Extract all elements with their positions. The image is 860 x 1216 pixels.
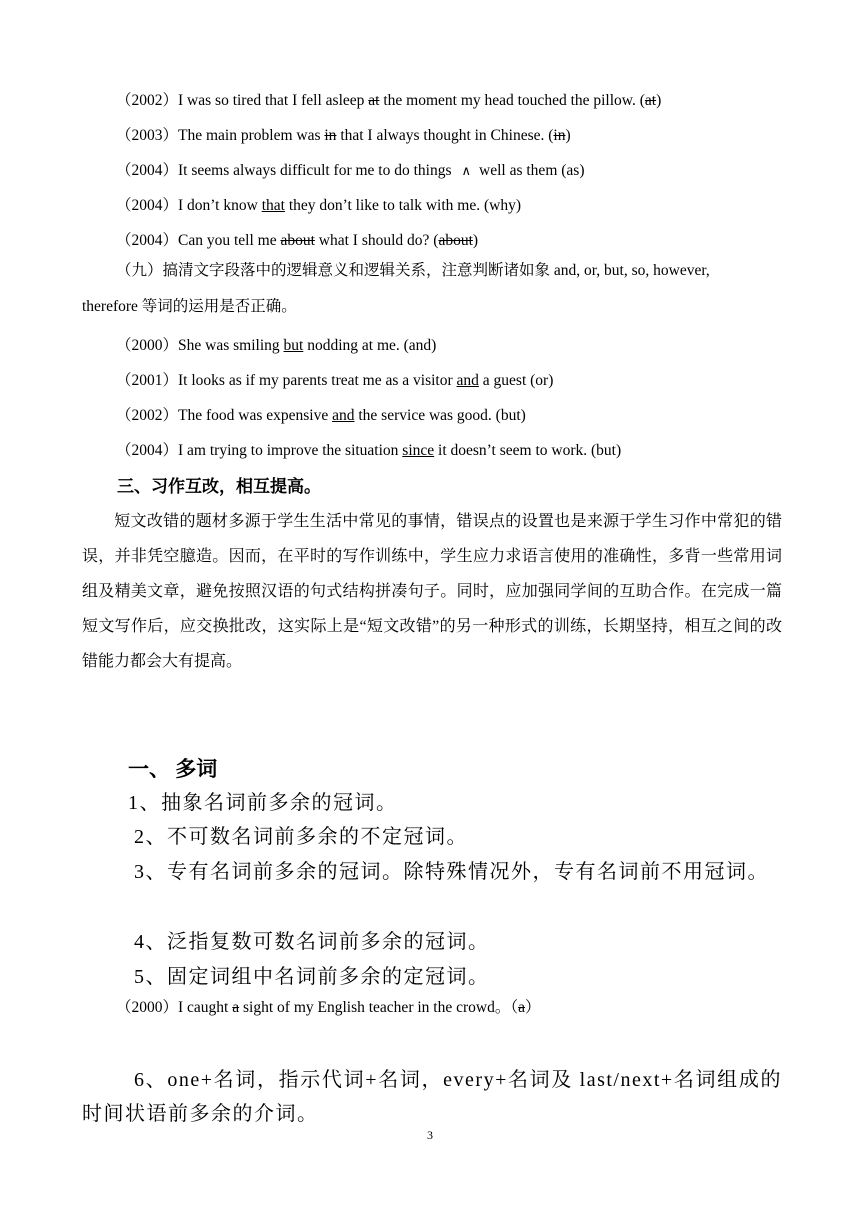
text-segment: sight of my English teacher in the crowd。（ — [239, 999, 519, 1016]
underlined-word: since — [402, 442, 435, 459]
item-5: 5、固定词组中名词前多余的定冠词。 — [134, 966, 490, 988]
section-3-paragraph-text: 短文改错的题材多源于学生生活中常见的事情，错误点的设置也是来源于学生习作中常犯的错误，并非凭空臆造。因而，在平时的写作训练中，学生应力求语言使用的准确性，多背一些常用词组及精美文章，避免按照汉语的句式结构拼凑句子。同时，应加强同学间的互助合作。在完成一篇短文写作后，应交换批改，这实际上是“短文改错”的另一种形式的训练，长期坚持，相互之间的改错能力都会大有提高。 — [82, 513, 782, 670]
text-segment: It looks as if my parents treat me as a visitor — [178, 372, 457, 389]
text-segment: that I always thought in Chinese. ( — [336, 127, 554, 144]
year-label: （2004） — [116, 162, 179, 179]
struck-word: a — [518, 999, 525, 1016]
example-line — [116, 91, 661, 111]
year-label: （2004） — [116, 442, 179, 459]
insertion-caret: ∧ — [461, 164, 472, 179]
section-3-heading: 三、习作互改，相互提高。 — [117, 477, 321, 496]
text-segment: ) — [472, 232, 479, 249]
text-segment: Can you tell me — [178, 232, 281, 249]
struck-word: in — [324, 127, 337, 144]
item-1: 1、抽象名词前多余的冠词。 — [128, 792, 398, 814]
page-number: 3 — [427, 1128, 433, 1142]
text-segment: She was smiling — [178, 337, 284, 354]
text-segment: ) — [656, 92, 662, 109]
text-segment: it doesn’t seem to work. (but) — [434, 442, 622, 459]
example-line — [116, 161, 584, 182]
example-line — [116, 441, 621, 461]
text-segment: ) — [565, 127, 571, 144]
struck-word: a — [232, 999, 240, 1016]
year-label: （2004） — [116, 197, 179, 214]
example-line — [116, 126, 571, 146]
year-label: （2000） — [116, 337, 179, 354]
text-segment: well as them (as) — [479, 162, 585, 179]
text-segment: they don’t like to talk with me. (why) — [284, 197, 521, 214]
underlined-word: that — [261, 197, 285, 214]
text-segment: the moment my head touched the pillow. ( — [379, 92, 645, 109]
struck-word: in — [553, 127, 566, 144]
text-segment: The food was expensive — [178, 407, 333, 424]
text-segment: ） — [524, 999, 541, 1016]
year-label: （2002） — [116, 92, 179, 109]
year-label: （2001） — [116, 372, 179, 389]
text-segment: The main problem was — [178, 127, 325, 144]
text-segment: I am trying to improve the situation — [178, 442, 403, 459]
year-label: （2003） — [116, 127, 179, 144]
text-segment: a guest (or) — [478, 372, 554, 389]
section-9-line-2: therefore 等词的运用是否正确。 — [82, 298, 297, 315]
item-2: 2、不可数名词前多余的不定冠词。 — [134, 826, 468, 848]
struck-word: at — [644, 92, 657, 109]
year-label: （2004） — [116, 232, 179, 249]
section-1-heading: 一、 多词 — [128, 757, 218, 781]
text-segment: It seems always difficult for me to do things — [178, 162, 452, 179]
text-segment: the service was good. (but) — [354, 407, 526, 424]
item-3: 3、专有名词前多余的冠词。除特殊情况外，专有名词前不用冠词。 — [134, 861, 769, 883]
example-line — [116, 231, 478, 251]
underlined-word: but — [283, 337, 304, 354]
year-label: （2002） — [116, 407, 179, 424]
example-line — [116, 336, 436, 356]
example-line — [116, 371, 553, 391]
text-segment: I caught — [178, 999, 233, 1016]
year-label: （2000） — [116, 999, 179, 1016]
section-9-line-1: （九）搞清文字段落中的逻辑意义和逻辑关系，注意判断诸如象 and, or, but, so, however, — [116, 262, 710, 279]
underlined-word: and — [332, 407, 355, 424]
item-6: 6、one+名词，指示代词+名词，every+名词及 last/next+名词组成的时间状语前多余的介词。 — [82, 1069, 782, 1125]
text-segment: I don’t know — [178, 197, 262, 214]
text-segment: nodding at me. (and) — [303, 337, 437, 354]
struck-word: about — [280, 232, 315, 249]
struck-word: at — [368, 92, 380, 109]
example-2000 — [116, 998, 541, 1018]
section-3-paragraph — [82, 504, 782, 679]
example-line — [116, 196, 521, 216]
example-line — [116, 406, 526, 426]
struck-word: about — [438, 232, 473, 249]
underlined-word: and — [456, 372, 479, 389]
text-segment: what I should do? ( — [314, 232, 439, 249]
text-segment: I was so tired that I fell asleep — [178, 92, 369, 109]
item-4: 4、泛指复数可数名词前多余的冠词。 — [134, 931, 490, 953]
